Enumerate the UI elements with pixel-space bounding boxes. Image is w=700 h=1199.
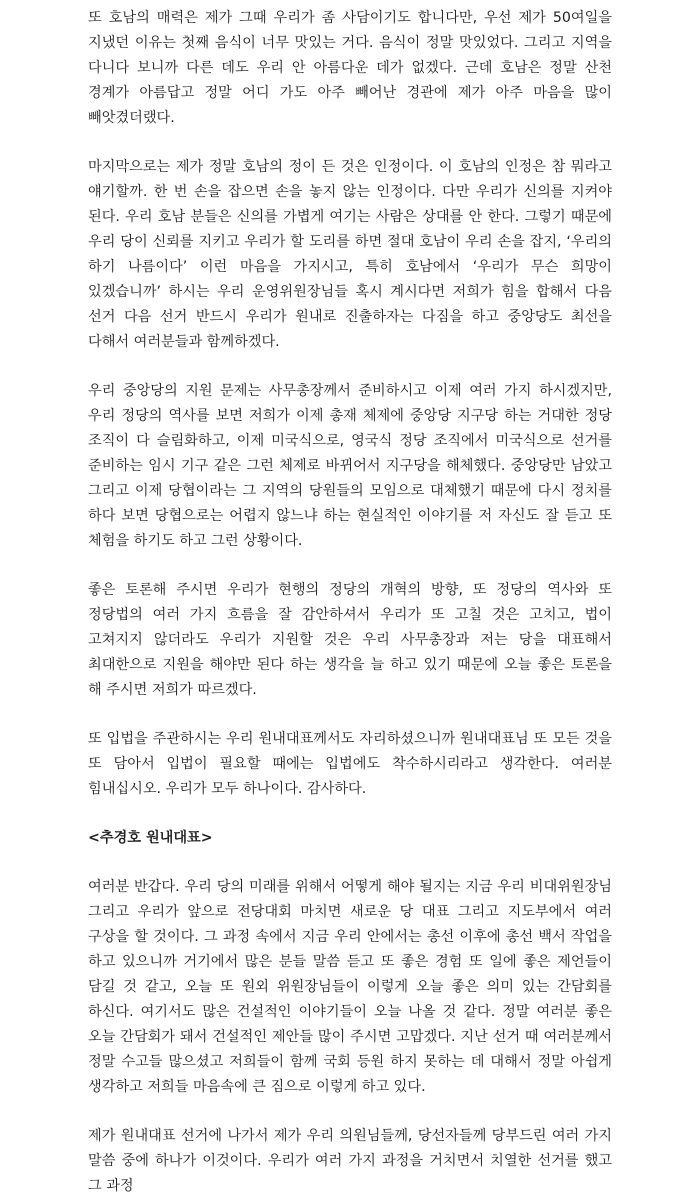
paragraph-2: 마지막으로는 제가 정말 호남의 정이 든 것은 인정이다. 이 호남의 인정은 참 뭐라고 얘기할까. 한 번 손을 잡으면 손을 놓지 않는 인정이다. 다만 우리가 신의를 지켜야 된다. 우리 호남 분들은 신의를 가볍게 여기는 사람은 상대를 안 한다. 그렇기 때문에 우리 당이 신뢰를 지키고 우리가 할 도리를 하면 절대 호남이 우리 손을 잡지, ‘우리의 하기 나름이다’ 이런 마음을 가지시고, 특히 호남에서 ‘우리가 무슨 희망이 있겠습니까’ 하시는 우리 운영위원장님들 혹시 계시다면 저희가 힘을 합해서 다음 선거 다음 선거 반드시 우리가 원내로 진출하자는 다짐을 하고 중앙당도 최선을 다해서 여러분들과 함께하겠다. <box>88 159 612 350</box>
paragraph-1: 또 호남의 매력은 제가 그때 우리가 좀 사담이기도 합니다만, 우선 제가 50여일을 지냈던 이유는 첫째 음식이 너무 맛있는 거다. 음식이 정말 맛있었다. 그리고 지역을 다니다 보니까 다른 데도 우리 안 아름다운 데가 없겠다. 근데 호남은 정말 산천 경계가 아름답고 정말 어디 가도 아주 빼어난 경관에 제가 아주 마음을 많이 빼앗겼더랬다. <box>88 10 612 126</box>
speaker-heading: <추경호 원내대표> <box>88 830 213 846</box>
paragraph-5: 또 입법을 주관하시는 우리 원내대표께서도 자리하셨으니까 원내대표님 또 모든 것을 또 담아서 입법이 필요할 때에는 입법에도 착수하시리라고 생각한다. 여러분 힘내십시오. 우리가 모두 하나이다. 감사하다. <box>88 731 612 797</box>
paragraph-4: 좋은 토론해 주시면 우리가 현행의 정당의 개혁의 방향, 또 정당의 역사와 또 정당법의 여러 가지 흐름을 잘 감안하셔서 우리가 또 고칠 것은 고치고, 법이 고쳐지지 않더라도 우리가 지원할 것은 우리 사무총장과 저는 당을 대표해서 최대한으로 지원을 해야만 된다 하는 생각을 늘 하고 있기 때문에 오늘 좋은 토론을 해 주시면 저희가 따르겠다. <box>88 582 612 698</box>
paragraph-6: 여러분 반갑다. 우리 당의 미래를 위해서 어떻게 해야 될지는 지금 우리 비대위원장님 그리고 우리가 앞으로 전당대회 마치면 새로운 당 대표 그리고 지도부에서 여러 구상을 할 것이다. 그 과정 속에서 지금 우리 안에서는 총선 이후에 총선 백서 작업을 하고 있으니까 거기에서 많은 분들 말씀 듣고 또 좋은 경험 또 일에 좋은 제언들이 담길 것 같고, 오늘 또 원외 위원장님들이 이렇게 오늘 좋은 의미 있는 간담회를 하신다. 여기서도 많은 건설적인 이야기들이 오늘 나올 것 같다. 정말 여러분 좋은 오늘 간담회가 돼서 건설적인 제안들 많이 주시면 고맙겠다. 지난 선거 때 여러분께서 정말 수고들 많으셨고 저희들이 함께 국회 등원 하지 못하는 데 대해서 정말 아쉽게 생각하고 저희들 마음속에 큰 짐으로 이렇게 하고 있다. <box>88 879 612 1095</box>
paragraph-3: 우리 중앙당의 지원 문제는 사무총장께서 준비하시고 이제 여러 가지 하시겠지만, 우리 정당의 역사를 보면 저희가 이제 총재 체제에 중앙당 지구당 하는 거대한 정당 조직이 다 슬림화하고, 이제 미국식으로, 영국식 정당 조직에서 미국식으로 선거를 준비하는 임시 기구 같은 그런 체제로 바뀌어서 지구당을 해체했다. 중앙당만 남았고 그리고 이제 당협이라는 그 지역의 당원들의 모임으로 대체했기 때문에 다시 정치를 하다 보면 당협으로는 어렵지 않느냐 하는 현실적인 이야기를 저 자신도 잘 듣고 또 체험을 하기도 하고 그런 상황이다. <box>88 383 612 549</box>
paragraph-7: 제가 원내대표 선거에 나가서 제가 우리 의원님들께, 당선자들께 당부드린 여러 가지 말씀 중에 하나가 이것이다. 우리가 여러 가지 과정을 거치면서 치열한 선거를 했고 그 과정 <box>88 1128 612 1194</box>
